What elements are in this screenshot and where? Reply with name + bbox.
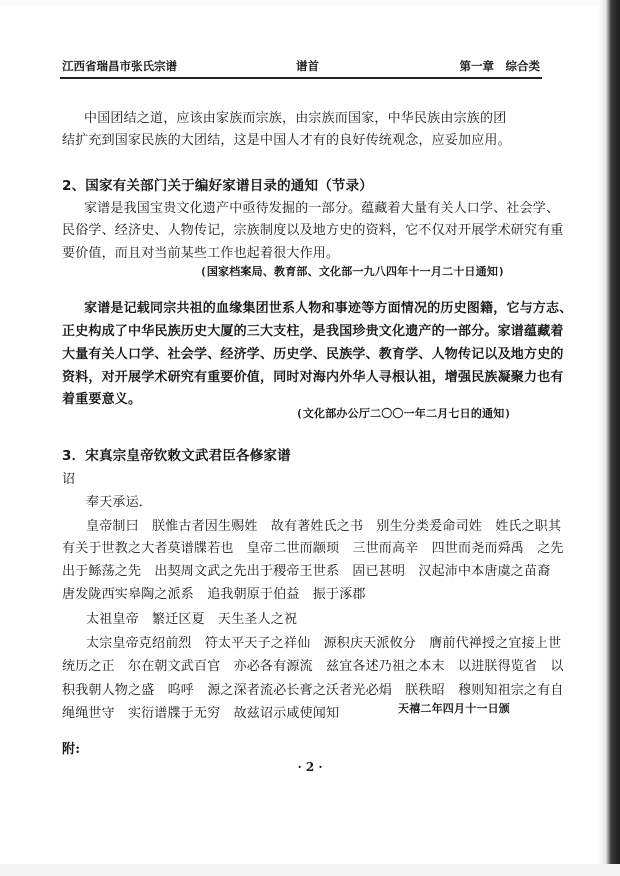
running-head-section: 谱首 — [296, 59, 319, 73]
section2-source1: (国家档案局、教育部、文化部一九八四年十一月二十日通知) — [200, 265, 505, 278]
scan-edge-bottom — [0, 864, 620, 876]
section2-para2-line: 资料，对开展学术研究有重要价值，同时对海内外华人寻根认祖，增强民族凝聚力也有 — [62, 370, 564, 385]
page-number: · 2 · — [297, 760, 323, 774]
edict-line: 积我朝人物之盛 呜呼 源之深者流必长膏之沃者光必焆 朕秩昭 穆则知祖宗之有自 — [62, 683, 564, 698]
section2-heading: 2、国家有关部门关于编好家谱目录的通知（节录） — [62, 178, 373, 194]
running-head — [62, 58, 540, 76]
section2-source2: (文化部办公厅二〇〇一年二月七日的通知) — [296, 407, 512, 420]
section2-para2-line: 着重要意义。 — [62, 392, 142, 407]
edict-line: 有关于世教之大者莫谱牒若也 皇帝二世而颛顼 三世而高辛 四世而尧而舜禹 之先 — [62, 541, 564, 556]
edict-line: 出于鲧荡之先 出契周文武之先出于稷帝王世系 固已甚明 汉起沛中本唐虞之苗裔 — [62, 564, 551, 579]
running-head-chapter: 第一章 综合类 — [459, 59, 540, 73]
intro-line: 结扩充到国家民族的大团结，这是中国人才有的良好传统观念，应妥加应用。 — [62, 133, 511, 148]
edict-date: 天禧二年四月十一日颁 — [398, 702, 510, 715]
edict-line: 奉天承运． — [86, 495, 153, 510]
section2-para2-line: 大量有关人口学、社会学、经济学、历史学、民族学、教育学、人物传记以及地方史的 — [62, 347, 564, 362]
section2-para2-line: 正史构成了中华民族历史大厦的三大支柱，是我国珍贵文化遗产的一部分。家谱蕴藏着 — [62, 324, 564, 339]
edict-label: 诏 — [62, 472, 76, 487]
section2-para1-line: 家谱是我国宝贵文化遗产中亟待发掘的一部分。蕴藏着大量有关人口学、社会学、 — [84, 201, 560, 216]
section2-para1-line: 要价值，而且对当前某些工作也起着很大作用。 — [62, 246, 340, 261]
section3-heading: 3．宋真宗皇帝钦敕文武君臣各修家谱 — [62, 448, 291, 464]
edict-line: 皇帝制曰 朕惟古者因生赐姓 故有著姓氏之书 别生分类爰命司姓 姓氏之职其 — [86, 519, 562, 534]
section2-para1-line: 民俗学、经济史、人物传记，宗族制度以及地方史的资料，它不仅对开展学术研究有重 — [62, 223, 564, 238]
scan-edge-right — [598, 0, 620, 876]
scan-edge-top — [0, 0, 620, 6]
edict-line: 绳绳世守 实衍谱牒于无穷 故兹诏示咸使闻知 — [62, 706, 340, 721]
section2-para2-line: 家谱是记载同宗共祖的血缘集团世系人物和事迹等方面情况的历史图籍，它与方志、 — [84, 301, 573, 316]
edict-line: 太宗皇帝克绍前烈 符太平天子之祥仙 源积庆天派攸分 膺前代禅授之宜接上世 — [86, 636, 562, 651]
edict-line: 唐发陇西实皋陶之派系 追我朝原于伯益 振于涿郡 — [62, 587, 366, 602]
intro-line: 中国团结之道，应该由家族而宗族，由宗族而国家，中华民族由宗族的团 — [84, 111, 507, 126]
header-rule — [60, 77, 542, 79]
edict-line: 统历之正 尔在朝文武百官 亦必各有源流 兹宜各述乃祖之本末 以进朕得览省 以 — [62, 659, 564, 674]
edict-line: 太祖皇帝 繁迁区夏 天生圣人之祝 — [86, 612, 298, 627]
appendix-label: 附: — [62, 742, 81, 757]
running-head-title: 江西省瑞昌市张氏宗谱 — [62, 59, 177, 73]
